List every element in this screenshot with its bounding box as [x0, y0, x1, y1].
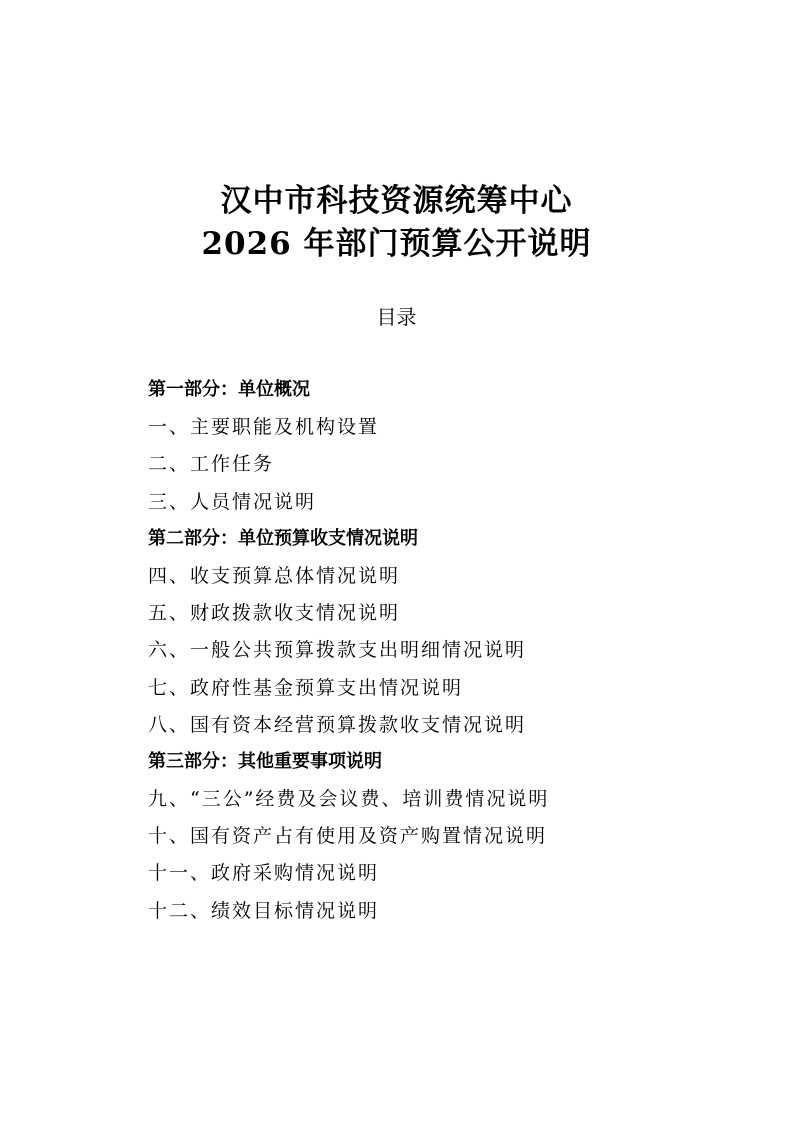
toc-item: 六、一般公共预算拨款支出明细情况说明: [148, 639, 527, 662]
toc-item: 七、政府性基金预算支出情况说明: [148, 676, 464, 699]
document-title-line2: 2026 年部门预算公开说明: [201, 226, 592, 262]
toc-section: 第一部分：单位概况: [148, 379, 310, 400]
toc-item: 十二、绩效目标情况说明: [148, 899, 380, 922]
toc-item: 一、主要职能及机构设置: [148, 416, 380, 439]
toc-heading: 目录: [376, 305, 417, 329]
toc-item: 八、国有资本经营预算拨款收支情况说明: [148, 713, 527, 736]
toc-item: 十、国有资产占有使用及资产购置情况说明: [148, 825, 548, 848]
toc-item: 二、工作任务: [148, 453, 275, 476]
toc-item: 五、财政拨款收支情况说明: [148, 602, 401, 625]
toc-section: 第二部分：单位预算收支情况说明: [148, 527, 418, 549]
document-title-line1: 汉中市科技资源统筹中心: [220, 183, 573, 219]
toc-item: 四、收支预算总体情况说明: [148, 564, 401, 587]
table-of-contents: [148, 376, 708, 934]
toc-section: 第三部分：其他重要事项说明: [148, 750, 382, 772]
toc-item: 十一、政府采购情况说明: [148, 862, 380, 885]
toc-item: 九、“三公”经费及会议费、培训费情况说明: [148, 788, 550, 811]
toc-item: 三、人员情况说明: [148, 490, 317, 513]
